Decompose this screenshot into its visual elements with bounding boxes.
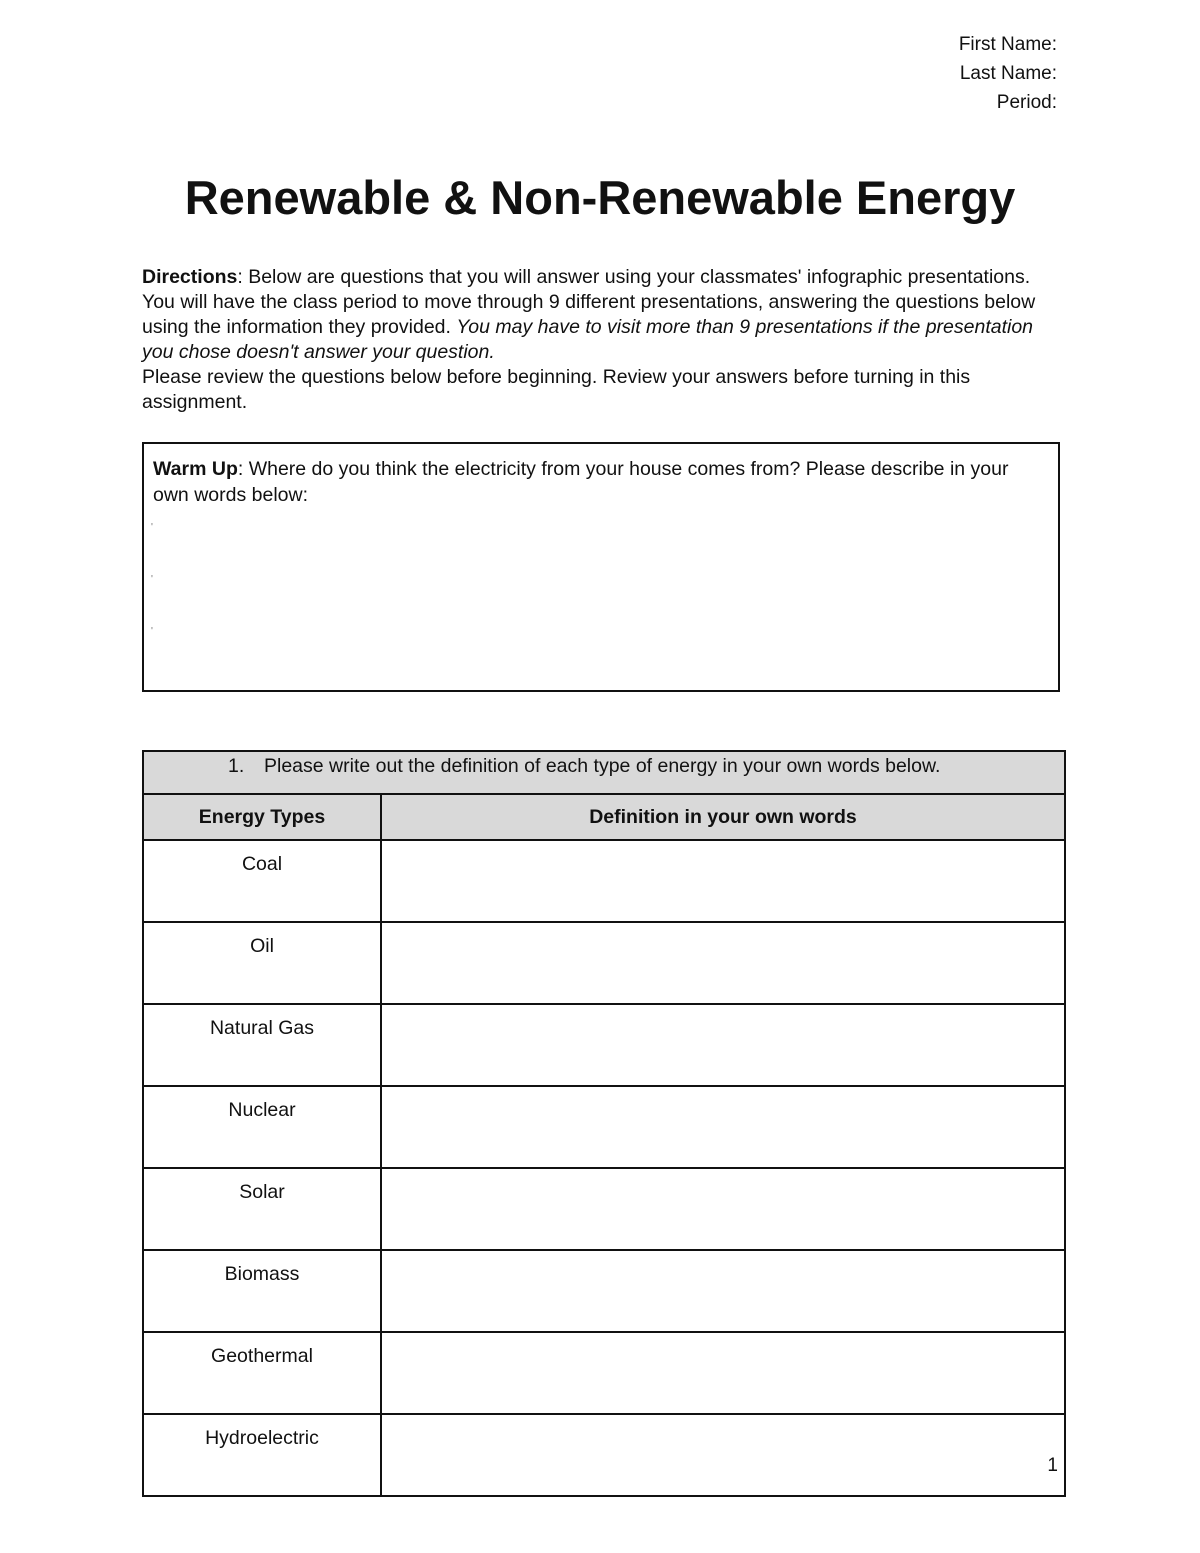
energy-type-oil: Oil [143, 922, 381, 1004]
table-row [143, 922, 1065, 1004]
directions-review-text: Please review the questions below before beginning. Review your answers before turning in this assignment. [142, 366, 971, 413]
energy-type-solar: Solar [143, 1168, 381, 1250]
warmup-prompt [153, 456, 1043, 508]
answer-line-mark: ' [151, 626, 153, 637]
answer-line-mark: ' [151, 574, 153, 585]
definition-answer-cell[interactable] [381, 1004, 1065, 1086]
warmup-answer-box[interactable] [142, 442, 1060, 692]
question-row [143, 751, 1065, 794]
warmup-label: Warm Up [153, 458, 238, 480]
energy-types-header: Energy Types [143, 794, 381, 840]
definition-answer-cell[interactable] [381, 1250, 1065, 1332]
table-row [143, 1250, 1065, 1332]
table-row [143, 1168, 1065, 1250]
directions-label: Directions [142, 266, 238, 288]
definition-answer-cell[interactable] [381, 840, 1065, 922]
directions-text: : Below are questions that you will answer using your classmates' infographic presentations. You will have the class period to move through 9 different presentations, answering the questions below using the information they provided. [142, 266, 1036, 338]
energy-type-nuclear: Nuclear [143, 1086, 381, 1168]
definition-answer-cell[interactable] [381, 1168, 1065, 1250]
table-row [143, 1004, 1065, 1086]
page-number: 1 [1047, 1455, 1058, 1476]
definition-answer-cell[interactable] [381, 1414, 1065, 1496]
question-number: 1. [228, 755, 245, 777]
energy-type-coal: Coal [143, 840, 381, 922]
period-label[interactable]: Period: [996, 92, 1057, 113]
energy-type-hydroelectric: Hydroelectric [143, 1414, 381, 1496]
warmup-question: : Where do you think the electricity from your house comes from? Please describe in your own words below: [153, 458, 1009, 506]
question-1-prompt [143, 751, 1065, 794]
table-header-row [143, 794, 1065, 840]
page-title: Renewable & Non-Renewable Energy [184, 171, 1016, 224]
energy-definitions-table [142, 750, 1066, 1497]
directions-paragraph [142, 265, 1067, 415]
definition-answer-cell[interactable] [381, 922, 1065, 1004]
question-text: Please write out the definition of each type of energy in your own words below. [264, 755, 941, 777]
table-row [143, 1086, 1065, 1168]
last-name-label[interactable]: Last Name: [959, 63, 1057, 84]
table-row [143, 1332, 1065, 1414]
table-row [143, 1414, 1065, 1496]
energy-type-natural-gas: Natural Gas [143, 1004, 381, 1086]
definition-answer-cell[interactable] [381, 1332, 1065, 1414]
student-info-fields [959, 30, 1057, 117]
answer-line-mark: ' [151, 522, 153, 533]
first-name-label[interactable]: First Name: [958, 34, 1057, 55]
table-row [143, 840, 1065, 922]
energy-type-biomass: Biomass [143, 1250, 381, 1332]
definition-answer-cell[interactable] [381, 1086, 1065, 1168]
energy-type-geothermal: Geothermal [143, 1332, 381, 1414]
directions-italic-note: You may have to visit more than 9 presentations if the presentation you chose doesn't answer your question. [142, 316, 1034, 363]
definition-header: Definition in your own words [381, 794, 1065, 840]
